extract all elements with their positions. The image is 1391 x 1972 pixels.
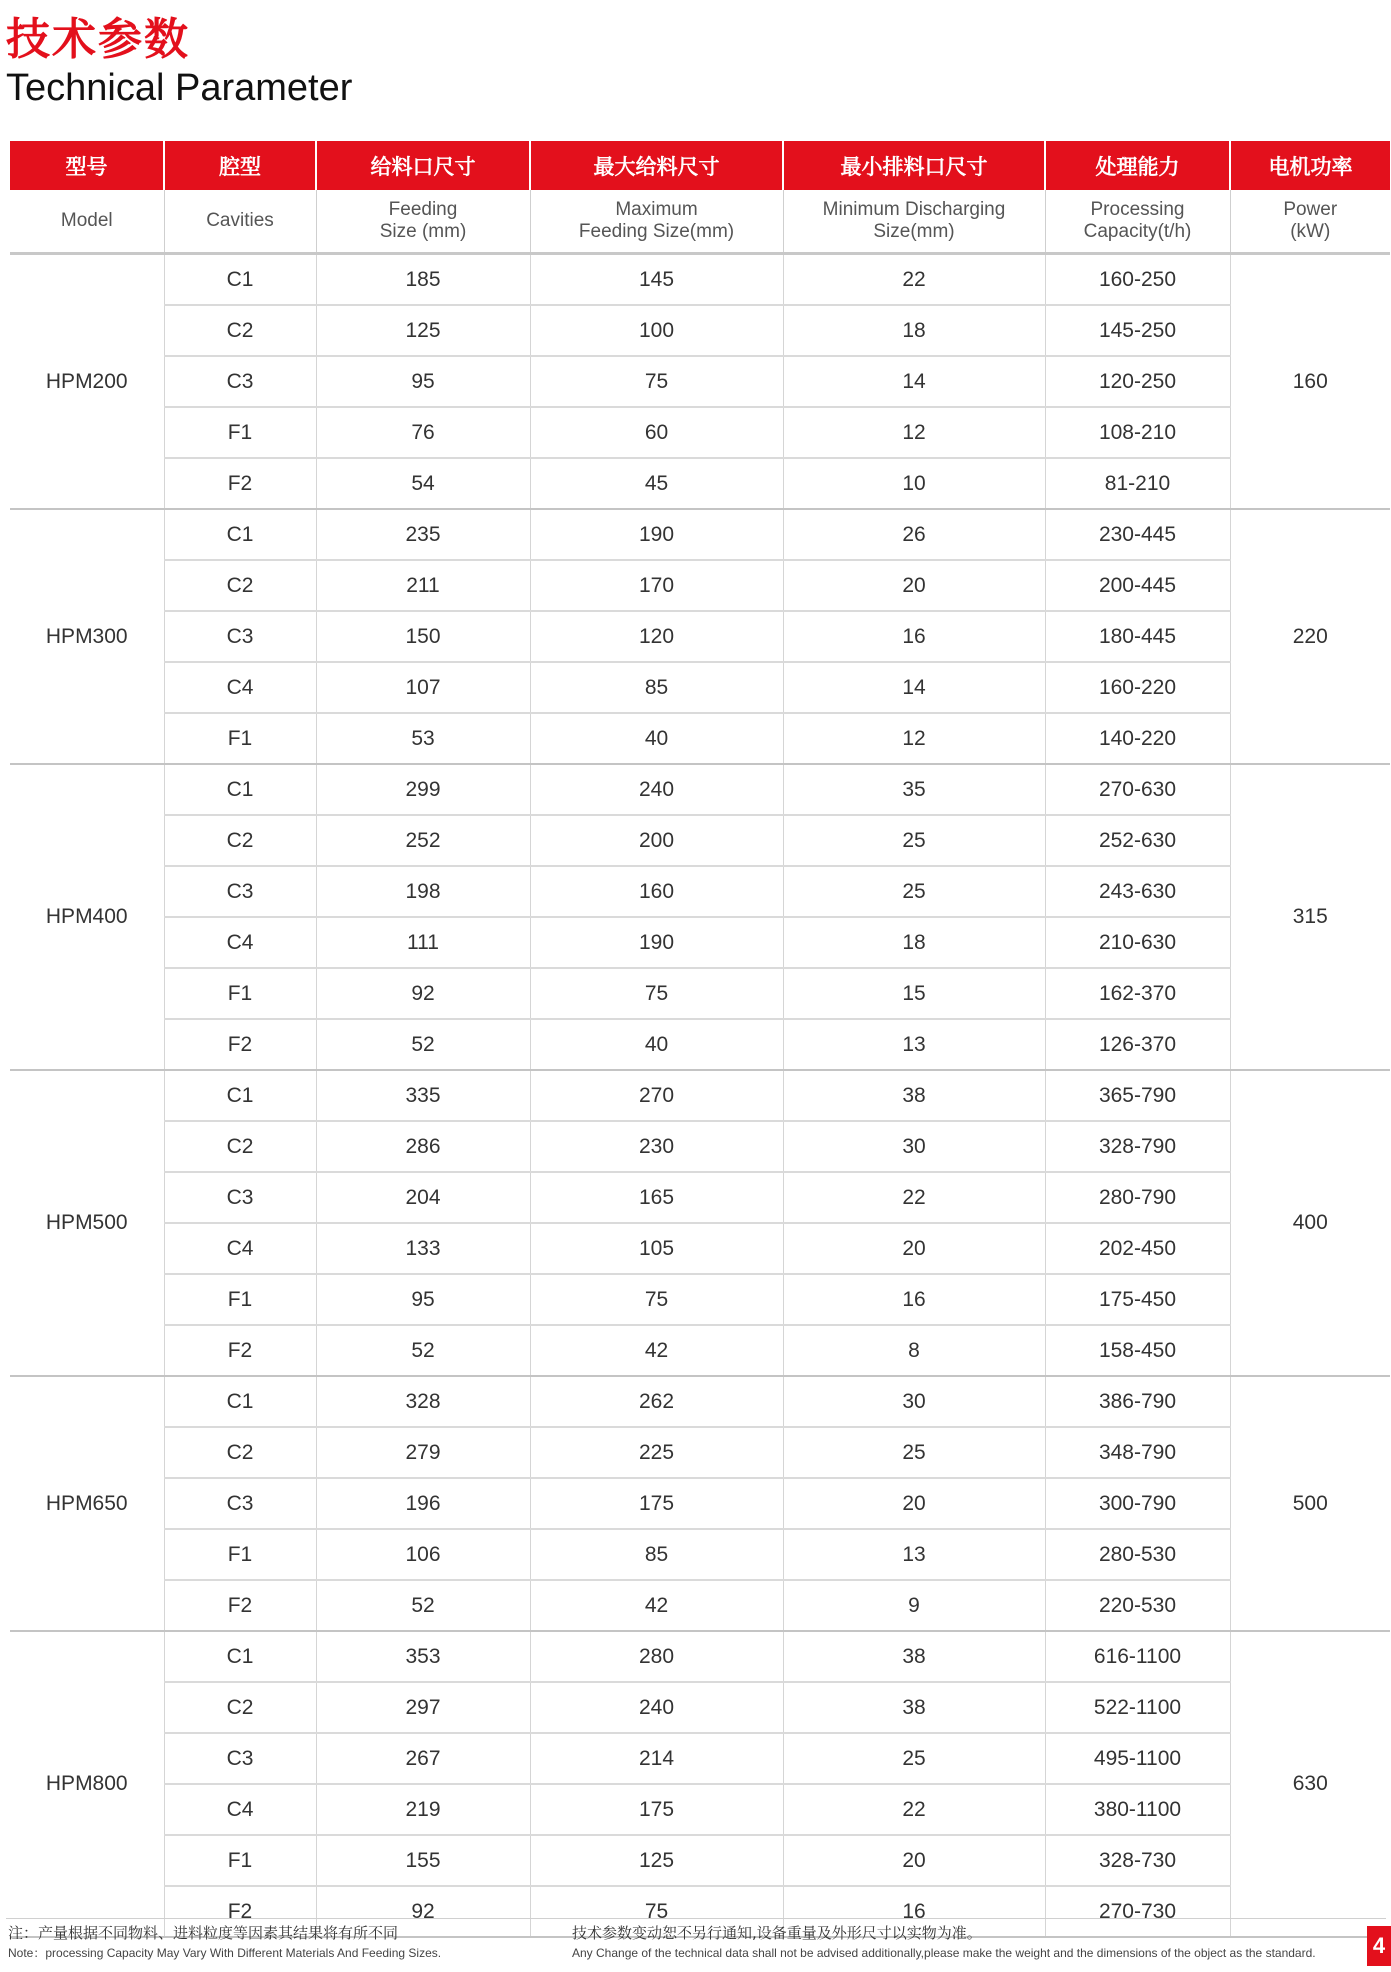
cavity-cell: F2 bbox=[164, 458, 316, 509]
cavity-cell: F1 bbox=[164, 1529, 316, 1580]
max-feeding-size-cell: 75 bbox=[530, 356, 783, 407]
feeding-size-cell: 286 bbox=[316, 1121, 530, 1172]
feeding-size-cell: 92 bbox=[316, 968, 530, 1019]
table-row bbox=[10, 1223, 1390, 1274]
max-feeding-size-cell: 280 bbox=[530, 1631, 783, 1682]
capacity-cell: 328-730 bbox=[1045, 1835, 1230, 1886]
min-discharging-cell: 18 bbox=[783, 917, 1045, 968]
max-feeding-size-cell: 85 bbox=[530, 1529, 783, 1580]
feeding-size-cell: 54 bbox=[316, 458, 530, 509]
cavity-cell: F2 bbox=[164, 1325, 316, 1376]
max-feeding-size-cell: 85 bbox=[530, 662, 783, 713]
feeding-size-cell: 297 bbox=[316, 1682, 530, 1733]
table-row bbox=[10, 509, 1390, 560]
feeding-size-cell: 267 bbox=[316, 1733, 530, 1784]
capacity-cell: 220-530 bbox=[1045, 1580, 1230, 1631]
power-cell: 400 bbox=[1230, 1070, 1390, 1376]
max-feeding-size-cell: 45 bbox=[530, 458, 783, 509]
capacity-cell: 616-1100 bbox=[1045, 1631, 1230, 1682]
feeding-size-cell: 198 bbox=[316, 866, 530, 917]
capacity-cell: 365-790 bbox=[1045, 1070, 1230, 1121]
model-cell: HPM650 bbox=[10, 1376, 164, 1631]
note-right-cn: 技术参数变动恕不另行通知,设备重量及外形尺寸以实物为准。 bbox=[572, 1924, 982, 1942]
cavity-cell: F1 bbox=[164, 1835, 316, 1886]
cavity-cell: C3 bbox=[164, 1733, 316, 1784]
min-discharging-cell: 22 bbox=[783, 1172, 1045, 1223]
min-discharging-cell: 13 bbox=[783, 1019, 1045, 1070]
max-feeding-size-cell: 240 bbox=[530, 764, 783, 815]
feeding-size-cell: 219 bbox=[316, 1784, 530, 1835]
min-discharging-cell: 16 bbox=[783, 611, 1045, 662]
header-feeding-size-cn: 给料口尺寸 bbox=[316, 141, 530, 190]
min-discharging-cell: 20 bbox=[783, 1478, 1045, 1529]
capacity-cell: 162-370 bbox=[1045, 968, 1230, 1019]
capacity-cell: 200-445 bbox=[1045, 560, 1230, 611]
capacity-cell: 160-220 bbox=[1045, 662, 1230, 713]
capacity-cell: 495-1100 bbox=[1045, 1733, 1230, 1784]
capacity-cell: 81-210 bbox=[1045, 458, 1230, 509]
max-feeding-size-cell: 40 bbox=[530, 1019, 783, 1070]
cavity-cell: C3 bbox=[164, 356, 316, 407]
feeding-size-cell: 235 bbox=[316, 509, 530, 560]
feeding-size-cell: 204 bbox=[316, 1172, 530, 1223]
note-left-cn: 注：产量根据不同物料、进料粒度等因素其结果将有所不同 bbox=[8, 1924, 399, 1942]
max-feeding-size-cell: 175 bbox=[530, 1784, 783, 1835]
min-discharging-cell: 16 bbox=[783, 1274, 1045, 1325]
table-row bbox=[10, 1172, 1390, 1223]
table-row bbox=[10, 458, 1390, 509]
capacity-cell: 380-1100 bbox=[1045, 1784, 1230, 1835]
min-discharging-cell: 13 bbox=[783, 1529, 1045, 1580]
min-discharging-cell: 12 bbox=[783, 713, 1045, 764]
min-discharging-cell: 20 bbox=[783, 1223, 1045, 1274]
capacity-cell: 140-220 bbox=[1045, 713, 1230, 764]
max-feeding-size-cell: 75 bbox=[530, 968, 783, 1019]
cavity-cell: C4 bbox=[164, 662, 316, 713]
header-row-en bbox=[10, 190, 1390, 254]
max-feeding-size-cell: 145 bbox=[530, 254, 783, 306]
feeding-size-cell: 95 bbox=[316, 356, 530, 407]
max-feeding-size-cell: 200 bbox=[530, 815, 783, 866]
max-feeding-size-cell: 60 bbox=[530, 407, 783, 458]
max-feeding-size-cell: 100 bbox=[530, 305, 783, 356]
table-row bbox=[10, 560, 1390, 611]
power-cell: 160 bbox=[1230, 254, 1390, 510]
cavity-cell: F1 bbox=[164, 968, 316, 1019]
feeding-size-cell: 279 bbox=[316, 1427, 530, 1478]
min-discharging-cell: 25 bbox=[783, 1733, 1045, 1784]
max-feeding-size-cell: 175 bbox=[530, 1478, 783, 1529]
cavity-cell: C4 bbox=[164, 1784, 316, 1835]
cavity-cell: C1 bbox=[164, 764, 316, 815]
max-feeding-size-cell: 225 bbox=[530, 1427, 783, 1478]
table-row bbox=[10, 917, 1390, 968]
min-discharging-cell: 8 bbox=[783, 1325, 1045, 1376]
min-discharging-cell: 26 bbox=[783, 509, 1045, 560]
capacity-cell: 280-790 bbox=[1045, 1172, 1230, 1223]
min-discharging-cell: 25 bbox=[783, 815, 1045, 866]
min-discharging-cell: 35 bbox=[783, 764, 1045, 815]
cavity-cell: F2 bbox=[164, 1886, 316, 1937]
capacity-cell: 158-450 bbox=[1045, 1325, 1230, 1376]
cavity-cell: C3 bbox=[164, 611, 316, 662]
table-body bbox=[10, 254, 1390, 1938]
header-model-en: Model bbox=[10, 190, 164, 254]
capacity-cell: 202-450 bbox=[1045, 1223, 1230, 1274]
page-number: 4 bbox=[1367, 1926, 1391, 1966]
min-discharging-cell: 15 bbox=[783, 968, 1045, 1019]
capacity-cell: 386-790 bbox=[1045, 1376, 1230, 1427]
header-model-cn: 型号 bbox=[10, 141, 164, 190]
table-row bbox=[10, 662, 1390, 713]
cavity-cell: C3 bbox=[164, 866, 316, 917]
model-cell: HPM400 bbox=[10, 764, 164, 1070]
power-cell: 500 bbox=[1230, 1376, 1390, 1631]
note-left bbox=[8, 1923, 441, 1963]
feeding-size-cell: 299 bbox=[316, 764, 530, 815]
cavity-cell: C2 bbox=[164, 1121, 316, 1172]
feeding-size-cell: 185 bbox=[316, 254, 530, 306]
cavity-cell: F2 bbox=[164, 1019, 316, 1070]
table-row bbox=[10, 1274, 1390, 1325]
capacity-cell: 210-630 bbox=[1045, 917, 1230, 968]
header-power-en: Power (kW) bbox=[1230, 190, 1390, 254]
min-discharging-cell: 22 bbox=[783, 254, 1045, 306]
cavity-cell: C1 bbox=[164, 1070, 316, 1121]
feeding-size-cell: 211 bbox=[316, 560, 530, 611]
feeding-size-cell: 196 bbox=[316, 1478, 530, 1529]
power-cell: 315 bbox=[1230, 764, 1390, 1070]
table-row bbox=[10, 1529, 1390, 1580]
footer-notes bbox=[6, 1918, 1386, 1965]
model-cell: HPM200 bbox=[10, 254, 164, 510]
feeding-size-cell: 353 bbox=[316, 1631, 530, 1682]
max-feeding-size-cell: 270 bbox=[530, 1070, 783, 1121]
capacity-cell: 230-445 bbox=[1045, 509, 1230, 560]
capacity-cell: 522-1100 bbox=[1045, 1682, 1230, 1733]
max-feeding-size-cell: 105 bbox=[530, 1223, 783, 1274]
table-row bbox=[10, 866, 1390, 917]
cavity-cell: C1 bbox=[164, 509, 316, 560]
capacity-cell: 270-730 bbox=[1045, 1886, 1230, 1937]
header-min-discharging-cn: 最小排料口尺寸 bbox=[783, 141, 1045, 190]
feeding-size-cell: 125 bbox=[316, 305, 530, 356]
min-discharging-cell: 38 bbox=[783, 1631, 1045, 1682]
cavity-cell: C3 bbox=[164, 1172, 316, 1223]
feeding-size-cell: 92 bbox=[316, 1886, 530, 1937]
feeding-size-cell: 328 bbox=[316, 1376, 530, 1427]
min-discharging-cell: 20 bbox=[783, 1835, 1045, 1886]
table-row bbox=[10, 1733, 1390, 1784]
power-cell: 220 bbox=[1230, 509, 1390, 764]
max-feeding-size-cell: 42 bbox=[530, 1325, 783, 1376]
table-row bbox=[10, 1070, 1390, 1121]
capacity-cell: 126-370 bbox=[1045, 1019, 1230, 1070]
min-discharging-cell: 10 bbox=[783, 458, 1045, 509]
cavity-cell: C1 bbox=[164, 254, 316, 306]
feeding-size-cell: 106 bbox=[316, 1529, 530, 1580]
feeding-size-cell: 107 bbox=[316, 662, 530, 713]
header-capacity-en: Processing Capacity(t/h) bbox=[1045, 190, 1230, 254]
cavity-cell: F1 bbox=[164, 407, 316, 458]
note-left-en: Note：processing Capacity May Vary With Different Materials And Feeding Sizes. bbox=[8, 1946, 442, 1960]
note-right-en: Any Change of the technical data shall not be advised additionally,please make the weight and the dimensions of the object as the standard. bbox=[572, 1946, 1316, 1960]
feeding-size-cell: 335 bbox=[316, 1070, 530, 1121]
capacity-cell: 120-250 bbox=[1045, 356, 1230, 407]
header-max-feeding-size-en: Maximum Feeding Size(mm) bbox=[530, 190, 783, 254]
min-discharging-cell: 18 bbox=[783, 305, 1045, 356]
capacity-cell: 175-450 bbox=[1045, 1274, 1230, 1325]
capacity-cell: 328-790 bbox=[1045, 1121, 1230, 1172]
table-row bbox=[10, 1478, 1390, 1529]
cavity-cell: C1 bbox=[164, 1631, 316, 1682]
cavity-cell: C2 bbox=[164, 1427, 316, 1478]
header-cavities-cn: 腔型 bbox=[164, 141, 316, 190]
table-row bbox=[10, 1631, 1390, 1682]
header-power-cn: 电机功率 bbox=[1230, 141, 1390, 190]
max-feeding-size-cell: 165 bbox=[530, 1172, 783, 1223]
table-row bbox=[10, 254, 1390, 306]
model-cell: HPM300 bbox=[10, 509, 164, 764]
feeding-size-cell: 111 bbox=[316, 917, 530, 968]
feeding-size-cell: 252 bbox=[316, 815, 530, 866]
max-feeding-size-cell: 75 bbox=[530, 1274, 783, 1325]
table-row bbox=[10, 1835, 1390, 1886]
feeding-size-cell: 95 bbox=[316, 1274, 530, 1325]
max-feeding-size-cell: 190 bbox=[530, 917, 783, 968]
feeding-size-cell: 52 bbox=[316, 1580, 530, 1631]
min-discharging-cell: 14 bbox=[783, 356, 1045, 407]
max-feeding-size-cell: 120 bbox=[530, 611, 783, 662]
max-feeding-size-cell: 240 bbox=[530, 1682, 783, 1733]
min-discharging-cell: 16 bbox=[783, 1886, 1045, 1937]
capacity-cell: 300-790 bbox=[1045, 1478, 1230, 1529]
capacity-cell: 348-790 bbox=[1045, 1427, 1230, 1478]
feeding-size-cell: 53 bbox=[316, 713, 530, 764]
max-feeding-size-cell: 230 bbox=[530, 1121, 783, 1172]
table-row bbox=[10, 1784, 1390, 1835]
max-feeding-size-cell: 42 bbox=[530, 1580, 783, 1631]
technical-parameter-table bbox=[10, 141, 1390, 1938]
max-feeding-size-cell: 40 bbox=[530, 713, 783, 764]
page-title-en: Technical Parameter bbox=[6, 67, 353, 109]
cavity-cell: F2 bbox=[164, 1580, 316, 1631]
capacity-cell: 180-445 bbox=[1045, 611, 1230, 662]
page-title-cn: 技术参数 bbox=[6, 14, 190, 65]
note-right bbox=[572, 1923, 1316, 1963]
table-row bbox=[10, 764, 1390, 815]
cavity-cell: C2 bbox=[164, 560, 316, 611]
model-cell: HPM800 bbox=[10, 1631, 164, 1937]
min-discharging-cell: 22 bbox=[783, 1784, 1045, 1835]
max-feeding-size-cell: 125 bbox=[530, 1835, 783, 1886]
table-row bbox=[10, 305, 1390, 356]
table-row bbox=[10, 1427, 1390, 1478]
table-row bbox=[10, 407, 1390, 458]
min-discharging-cell: 30 bbox=[783, 1376, 1045, 1427]
cavity-cell: C2 bbox=[164, 305, 316, 356]
power-cell: 630 bbox=[1230, 1631, 1390, 1937]
feeding-size-cell: 52 bbox=[316, 1019, 530, 1070]
feeding-size-cell: 155 bbox=[316, 1835, 530, 1886]
min-discharging-cell: 12 bbox=[783, 407, 1045, 458]
cavity-cell: C3 bbox=[164, 1478, 316, 1529]
capacity-cell: 280-530 bbox=[1045, 1529, 1230, 1580]
model-cell: HPM500 bbox=[10, 1070, 164, 1376]
min-discharging-cell: 14 bbox=[783, 662, 1045, 713]
min-discharging-cell: 38 bbox=[783, 1070, 1045, 1121]
cavity-cell: C4 bbox=[164, 917, 316, 968]
header-max-feeding-size-cn: 最大给料尺寸 bbox=[530, 141, 783, 190]
table-row bbox=[10, 1121, 1390, 1172]
cavity-cell: C2 bbox=[164, 1682, 316, 1733]
cavity-cell: F1 bbox=[164, 713, 316, 764]
capacity-cell: 270-630 bbox=[1045, 764, 1230, 815]
table-row bbox=[10, 968, 1390, 1019]
max-feeding-size-cell: 160 bbox=[530, 866, 783, 917]
capacity-cell: 108-210 bbox=[1045, 407, 1230, 458]
max-feeding-size-cell: 190 bbox=[530, 509, 783, 560]
feeding-size-cell: 76 bbox=[316, 407, 530, 458]
cavity-cell: C4 bbox=[164, 1223, 316, 1274]
capacity-cell: 160-250 bbox=[1045, 254, 1230, 306]
table-row bbox=[10, 1682, 1390, 1733]
min-discharging-cell: 25 bbox=[783, 866, 1045, 917]
feeding-size-cell: 133 bbox=[316, 1223, 530, 1274]
table-row bbox=[10, 815, 1390, 866]
max-feeding-size-cell: 214 bbox=[530, 1733, 783, 1784]
min-discharging-cell: 9 bbox=[783, 1580, 1045, 1631]
max-feeding-size-cell: 75 bbox=[530, 1886, 783, 1937]
feeding-size-cell: 150 bbox=[316, 611, 530, 662]
max-feeding-size-cell: 170 bbox=[530, 560, 783, 611]
header-capacity-cn: 处理能力 bbox=[1045, 141, 1230, 190]
header-cavities-en: Cavities bbox=[164, 190, 316, 254]
cavity-cell: F1 bbox=[164, 1274, 316, 1325]
header-feeding-size-en: Feeding Size (mm) bbox=[316, 190, 530, 254]
cavity-cell: C1 bbox=[164, 1376, 316, 1427]
table-row bbox=[10, 1325, 1390, 1376]
table-row bbox=[10, 1580, 1390, 1631]
table-row bbox=[10, 356, 1390, 407]
table-row bbox=[10, 611, 1390, 662]
table-row bbox=[10, 713, 1390, 764]
capacity-cell: 145-250 bbox=[1045, 305, 1230, 356]
header-row-cn bbox=[10, 141, 1390, 190]
max-feeding-size-cell: 262 bbox=[530, 1376, 783, 1427]
min-discharging-cell: 30 bbox=[783, 1121, 1045, 1172]
header-min-discharging-en: Minimum Discharging Size(mm) bbox=[783, 190, 1045, 254]
capacity-cell: 252-630 bbox=[1045, 815, 1230, 866]
min-discharging-cell: 25 bbox=[783, 1427, 1045, 1478]
table-row bbox=[10, 1019, 1390, 1070]
min-discharging-cell: 20 bbox=[783, 560, 1045, 611]
feeding-size-cell: 52 bbox=[316, 1325, 530, 1376]
table-row bbox=[10, 1376, 1390, 1427]
capacity-cell: 243-630 bbox=[1045, 866, 1230, 917]
cavity-cell: C2 bbox=[164, 815, 316, 866]
min-discharging-cell: 38 bbox=[783, 1682, 1045, 1733]
